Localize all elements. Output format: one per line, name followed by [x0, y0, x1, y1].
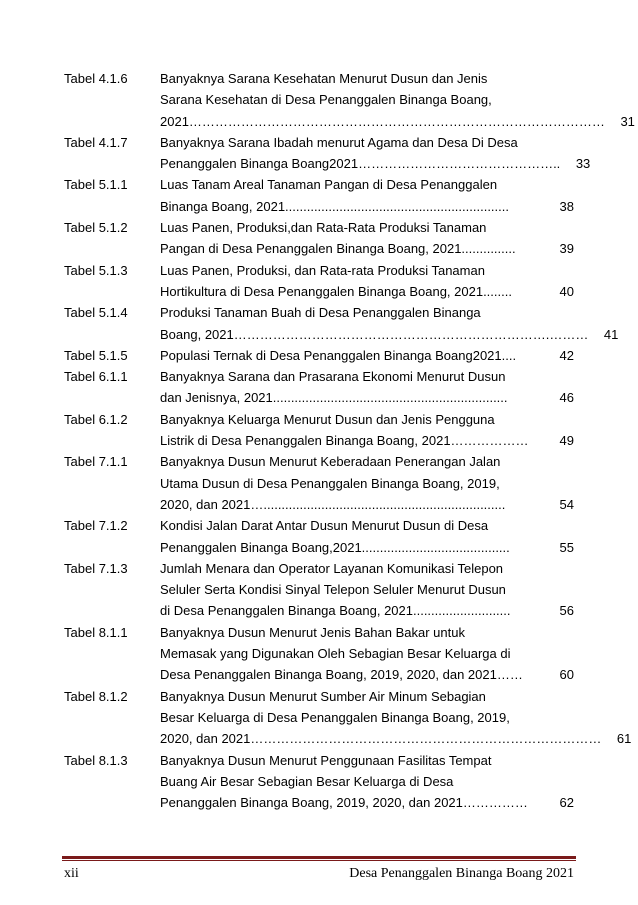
toc-entry-line — [160, 174, 574, 195]
toc-entry-page: 42 — [559, 347, 574, 363]
toc-entry-line — [160, 302, 618, 323]
toc-entry-code: Tabel 5.1.1 — [64, 177, 128, 193]
toc-entry-description — [160, 515, 574, 558]
toc-entry-page: 38 — [559, 198, 574, 214]
toc-entry[interactable] — [64, 174, 574, 217]
toc-entry[interactable] — [64, 515, 574, 558]
footer-title: Desa Penanggalen Binanga Boang 2021 — [349, 866, 574, 881]
toc-entry-line-text: Hortikultura di Desa Penanggalen Binanga Boang, 2021........ — [160, 283, 512, 299]
toc-entry-line-text: Banyaknya Keluarga Menurut Dusun dan Jenis Pengguna — [160, 411, 495, 427]
toc-entry-line-text: Besar Keluarga di Desa Penanggalen Binanga Boang, 2019, — [160, 709, 510, 725]
toc-entry-line-text: Pangan di Desa Penanggalen Binanga Boang, 2021............... — [160, 241, 516, 257]
toc-entry-line-text: Desa Penanggalen Binanga Boang, 2019, 2020, dan 2021…… — [160, 667, 523, 683]
toc-entry-code: Tabel 8.1.3 — [64, 752, 128, 768]
toc-entry-line-text: 2021…………………………………………………………………………………… — [160, 113, 605, 129]
toc-entry-line-text: Luas Panen, Produksi,dan Rata-Rata Produksi Tanaman — [160, 220, 487, 236]
toc-entry-page: 39 — [559, 241, 574, 257]
toc-entry-code: Tabel 6.1.1 — [64, 369, 128, 385]
toc-entry-line-text: Populasi Ternak di Desa Penanggalen Binanga Boang2021.... — [160, 347, 517, 363]
toc-entry-code: Tabel 7.1.2 — [64, 518, 128, 534]
toc-entry-description — [160, 686, 631, 750]
toc-entry-line — [160, 686, 631, 707]
toc-entry-description — [160, 409, 574, 452]
toc-entry-line-text: 2020, dan 2021……………………………………………………………………… — [160, 731, 602, 747]
toc-entry-description — [160, 217, 574, 260]
toc-entry[interactable] — [64, 217, 574, 260]
toc-entry-line — [160, 68, 635, 89]
toc-entry-line — [160, 451, 574, 472]
toc-entry-line-text: Kondisi Jalan Darat Antar Dusun Menurut Dusun di Desa — [160, 518, 489, 534]
toc-entry-line — [160, 366, 574, 387]
toc-entry[interactable] — [64, 750, 574, 814]
toc-entry-line-text: Banyaknya Dusun Menurut Sumber Air Minum Sebagian — [160, 688, 486, 704]
toc-entry-line — [160, 771, 574, 792]
toc-entry-line — [160, 515, 574, 536]
toc-entry-code: Tabel 5.1.2 — [64, 220, 128, 236]
toc-entry-description — [160, 558, 574, 622]
toc-entry[interactable] — [64, 260, 574, 303]
toc-entry-line-text: Buang Air Besar Sebagian Besar Keluarga di Desa — [160, 773, 454, 789]
toc-entry-line-text: Seluler Serta Kondisi Sinyal Telepon Seluler Menurut Dusun — [160, 582, 506, 598]
footer-page-number: xii — [64, 866, 79, 881]
toc-entry-line — [160, 196, 574, 217]
toc-entry-line — [160, 643, 574, 664]
toc-entry-line-text: Penanggalen Binanga Boang,2021......................................... — [160, 539, 510, 555]
toc-entry-code: Tabel 7.1.1 — [64, 454, 128, 470]
toc-entry-line — [160, 473, 574, 494]
toc-entry-page: 49 — [559, 433, 574, 449]
toc-entry-page: 56 — [559, 603, 574, 619]
toc-entry-page: 60 — [559, 667, 574, 683]
toc-entry-line-text: dan Jenisnya, 2021................................................................. — [160, 390, 508, 406]
toc-entry-line — [160, 579, 574, 600]
toc-entry-code: Tabel 6.1.2 — [64, 411, 128, 427]
toc-entry-description — [160, 622, 574, 686]
toc-entry-line — [160, 217, 574, 238]
toc-entry-page: 33 — [575, 156, 591, 172]
toc-entry[interactable] — [64, 409, 574, 452]
toc-entry-line — [160, 707, 631, 728]
toc-entry-code: Tabel 5.1.3 — [64, 262, 128, 278]
toc-entry-line-text: di Desa Penanggalen Binanga Boang, 2021........................... — [160, 603, 511, 619]
toc-entry-page: 55 — [559, 539, 574, 555]
toc-entry-line — [160, 430, 574, 451]
toc-entry-page: 31 — [620, 113, 635, 129]
toc-entry[interactable] — [64, 622, 574, 686]
toc-entry-page: 40 — [559, 283, 574, 299]
toc-entry-line-text: Binanga Boang, 2021.............................................................. — [160, 198, 509, 214]
toc-entry-line-text: Boang, 2021……………………………………………………………….……… — [160, 326, 589, 342]
toc-entry-code: Tabel 7.1.3 — [64, 560, 128, 576]
toc-entry-page: 41 — [603, 326, 619, 342]
toc-entry-line — [160, 111, 635, 132]
toc-entry[interactable] — [64, 345, 574, 366]
toc-entry-description — [160, 366, 574, 409]
toc-entry-line-text: Banyaknya Dusun Menurut Keberadaan Penerangan Jalan — [160, 454, 501, 470]
toc-entry-line — [160, 132, 590, 153]
toc-entry-line — [160, 324, 618, 345]
toc-entry-code: Tabel 5.1.5 — [64, 347, 128, 363]
toc-entry-line-text: Penanggalen Binanga Boang2021……………………………………….. — [160, 156, 561, 172]
toc-entry-line-text: Luas Tanam Areal Tanaman Pangan di Desa Penanggalen — [160, 177, 498, 193]
toc-entry[interactable] — [64, 366, 574, 409]
toc-entry-line-text: Utama Dusun di Desa Penanggalen Binanga Boang, 2019, — [160, 475, 500, 491]
table-of-contents — [64, 68, 635, 813]
toc-entry-line — [160, 600, 574, 621]
toc-entry-line-text: 2020, dan 2021…................................................................... — [160, 496, 506, 512]
toc-entry-line — [160, 750, 574, 771]
toc-entry-description — [160, 132, 590, 175]
toc-entry-line-text: Banyaknya Dusun Menurut Penggunaan Fasilitas Tempat — [160, 752, 492, 768]
toc-entry-line — [160, 537, 574, 558]
toc-entry-line — [160, 558, 574, 579]
toc-entry-line-text: Produksi Tanaman Buah di Desa Penanggalen Binanga — [160, 305, 481, 321]
toc-entry-line — [160, 494, 574, 515]
footer-rule-thin — [62, 860, 576, 861]
toc-entry[interactable] — [64, 558, 574, 622]
toc-entry-line-text: Banyaknya Sarana Ibadah menurut Agama dan Desa Di Desa — [160, 134, 518, 150]
toc-entry-line — [160, 89, 635, 110]
toc-entry-line-text: Banyaknya Sarana dan Prasarana Ekonomi Menurut Dusun — [160, 369, 506, 385]
toc-entry-page: 46 — [559, 390, 574, 406]
toc-entry-description — [160, 451, 574, 515]
toc-entry-line-text: Luas Panen, Produksi, dan Rata-rata Produksi Tanaman — [160, 262, 485, 278]
toc-entry-description — [160, 302, 618, 345]
toc-entry-page: 54 — [559, 496, 574, 512]
toc-entry[interactable] — [64, 451, 574, 515]
toc-entry-description — [160, 345, 574, 366]
toc-entry-code: Tabel 4.1.7 — [64, 134, 128, 150]
toc-entry-line-text: Banyaknya Dusun Menurut Jenis Bahan Bakar untuk — [160, 624, 465, 640]
toc-entry-description — [160, 260, 574, 303]
toc-entry-line — [160, 153, 590, 174]
footer-rule — [62, 856, 576, 859]
toc-entry-line-text: Banyaknya Sarana Kesehatan Menurut Dusun dan Jenis — [160, 71, 488, 86]
toc-entry-line — [160, 260, 574, 281]
toc-entry-description — [160, 68, 635, 132]
toc-entry[interactable] — [64, 302, 619, 345]
toc-entry-description — [160, 750, 574, 814]
toc-entry-line — [160, 728, 631, 749]
toc-entry-line-text: Sarana Kesehatan di Desa Penanggalen Binanga Boang, — [160, 92, 492, 108]
toc-entry-page: 62 — [559, 795, 574, 811]
toc-entry-line — [160, 345, 574, 366]
toc-entry-line — [160, 792, 574, 813]
toc-entry-code: Tabel 5.1.4 — [64, 305, 128, 321]
toc-entry-code: Tabel 4.1.6 — [64, 71, 128, 86]
toc-entry-line — [160, 281, 574, 302]
toc-entry-line-text: Listrik di Desa Penanggalen Binanga Boang, 2021……………… — [160, 433, 529, 449]
toc-entry[interactable] — [64, 68, 635, 132]
toc-entry-code: Tabel 8.1.1 — [64, 624, 128, 640]
toc-entry-page: 61 — [616, 731, 632, 747]
toc-entry-line-text: Memasak yang Digunakan Oleh Sebagian Besar Keluarga di — [160, 646, 511, 662]
toc-entry-line — [160, 387, 574, 408]
toc-entry-line — [160, 409, 574, 430]
toc-entry-line — [160, 622, 574, 643]
toc-entry-line — [160, 238, 574, 259]
toc-entry-description — [160, 174, 574, 217]
toc-entry-code: Tabel 8.1.2 — [64, 688, 128, 704]
toc-entry[interactable] — [64, 686, 632, 750]
toc-entry[interactable] — [64, 132, 591, 175]
toc-entry-line-text: Jumlah Menara dan Operator Layanan Komunikasi Telepon — [160, 560, 504, 576]
toc-entry-line — [160, 664, 574, 685]
toc-entry-line-text: Penanggalen Binanga Boang, 2019, 2020, dan 2021…………… — [160, 795, 528, 811]
